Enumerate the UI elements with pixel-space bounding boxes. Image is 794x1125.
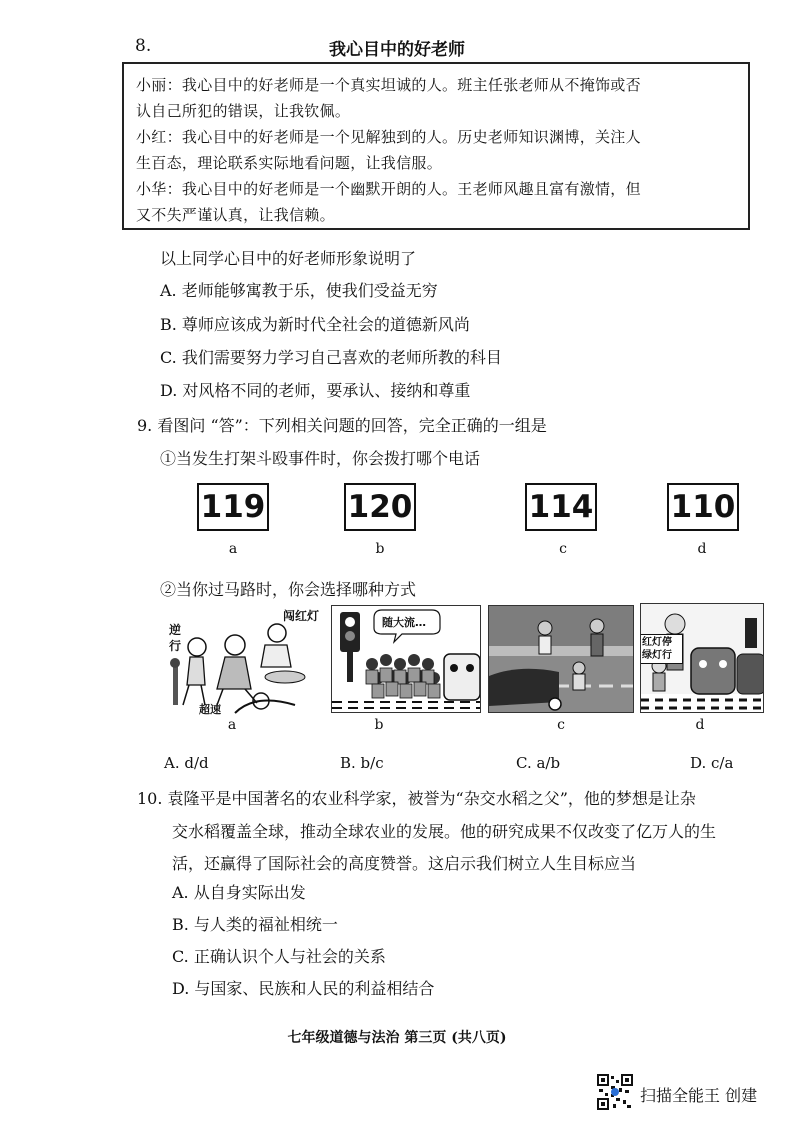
picture-c <box>488 605 634 713</box>
picture-letter-d: d <box>695 717 705 733</box>
phone-letter-a: a <box>228 541 238 557</box>
q9-option-d: D. c/a <box>690 754 734 772</box>
picture-d <box>640 603 764 713</box>
q8-title: 我心目中的好老师 <box>329 40 465 60</box>
q10-option-c: C. 正确认识个人与社会的关系 <box>172 947 386 966</box>
q8-number: 8. <box>135 36 152 56</box>
q10-option-b: B. 与人类的福祉相统一 <box>172 915 338 934</box>
scanner-watermark: 扫描全能王 创建 <box>640 1086 758 1105</box>
q9-option-c: C. a/b <box>516 754 561 772</box>
q8-stem: 以上同学心目中的好老师形象说明了 <box>160 249 417 268</box>
q9-sub2: ②当你过马路时，你会选择哪种方式 <box>160 580 417 599</box>
phone-letter-c: c <box>559 541 567 557</box>
q10-option-d: D. 与国家、民族和人民的利益相结合 <box>172 979 435 998</box>
picture-letter-c: c <box>557 717 565 733</box>
qr-code-icon <box>597 1074 633 1110</box>
picture-a-label: 行 <box>169 639 182 653</box>
page-footer: 七年级道德与法治 第三页 (共八页) <box>287 1030 507 1046</box>
picture-a-label: 闯红灯 <box>283 609 320 623</box>
q8-option-c: C. 我们需要努力学习自己喜欢的老师所教的科目 <box>160 348 502 367</box>
box-line: 小红：我心目中的好老师是一个见解独到的人。历史老师知识渊博，关注人 <box>136 128 641 146</box>
phone-box-120: 120 <box>344 483 416 531</box>
picture-b <box>331 605 481 713</box>
box-line: 小丽：我心目中的好老师是一个真实坦诚的人。班主任张老师从不掩饰或否 <box>136 76 641 94</box>
q10-line-3: 活，还赢得了国际社会的高度赞誉。这启示我们树立人生目标应当 <box>172 854 637 873</box>
q9-sub1: ①当发生打架斗殴事件时，你会拨打哪个电话 <box>160 449 481 468</box>
box-line: 又不失严谨认真，让我信赖。 <box>136 206 335 224</box>
picture-d-label: 红灯停 <box>642 637 672 648</box>
picture-a-label: 超速 <box>199 703 221 716</box>
q10-line-1: 10. 袁隆平是中国著名的农业科学家，被誉为“杂交水稻之父”，他的梦想是让杂 <box>137 789 696 808</box>
q8-quote-box <box>122 62 750 230</box>
box-line: 生百态，理论联系实际地看问题，让我信服。 <box>136 154 443 172</box>
q9-option-a: A. d/d <box>164 754 209 772</box>
q10-option-a: A. 从自身实际出发 <box>172 883 306 902</box>
q8-option-d: D. 对风格不同的老师，要承认、接纳和尊重 <box>160 381 471 400</box>
phone-box-110: 110 <box>667 483 739 531</box>
phone-letter-d: d <box>697 541 707 557</box>
q8-option-a: A. 老师能够寓教于乐，使我们受益无穷 <box>160 281 438 300</box>
box-line: 认自己所犯的错误，让我钦佩。 <box>136 102 351 120</box>
box-line: 小华：我心目中的好老师是一个幽默开朗的人。王老师风趣且富有激情，但 <box>136 180 641 198</box>
q9-stem: 9. 看图问 “答”：下列相关问题的回答，完全正确的一组是 <box>137 416 547 435</box>
q10-line-2: 交水稻覆盖全球，推动全球农业的发展。他的研究成果不仅改变了亿万人的生 <box>172 822 717 841</box>
picture-d-signboard <box>640 634 683 664</box>
picture-letter-a: a <box>227 717 237 733</box>
children-road-icon <box>489 606 634 713</box>
picture-b-label: 随大流… <box>382 616 426 629</box>
picture-d-label: 绿灯行 <box>642 650 672 661</box>
picture-letter-b: b <box>374 717 384 733</box>
phone-box-114: 114 <box>525 483 597 531</box>
picture-a-label: 逆 <box>169 623 182 637</box>
picture-a <box>165 605 323 717</box>
q9-option-b: B. b/c <box>340 754 384 772</box>
phone-letter-b: b <box>375 541 385 557</box>
phone-box-119: 119 <box>197 483 269 531</box>
q8-option-b: B. 尊师应该成为新时代全社会的道德新风尚 <box>160 315 470 334</box>
